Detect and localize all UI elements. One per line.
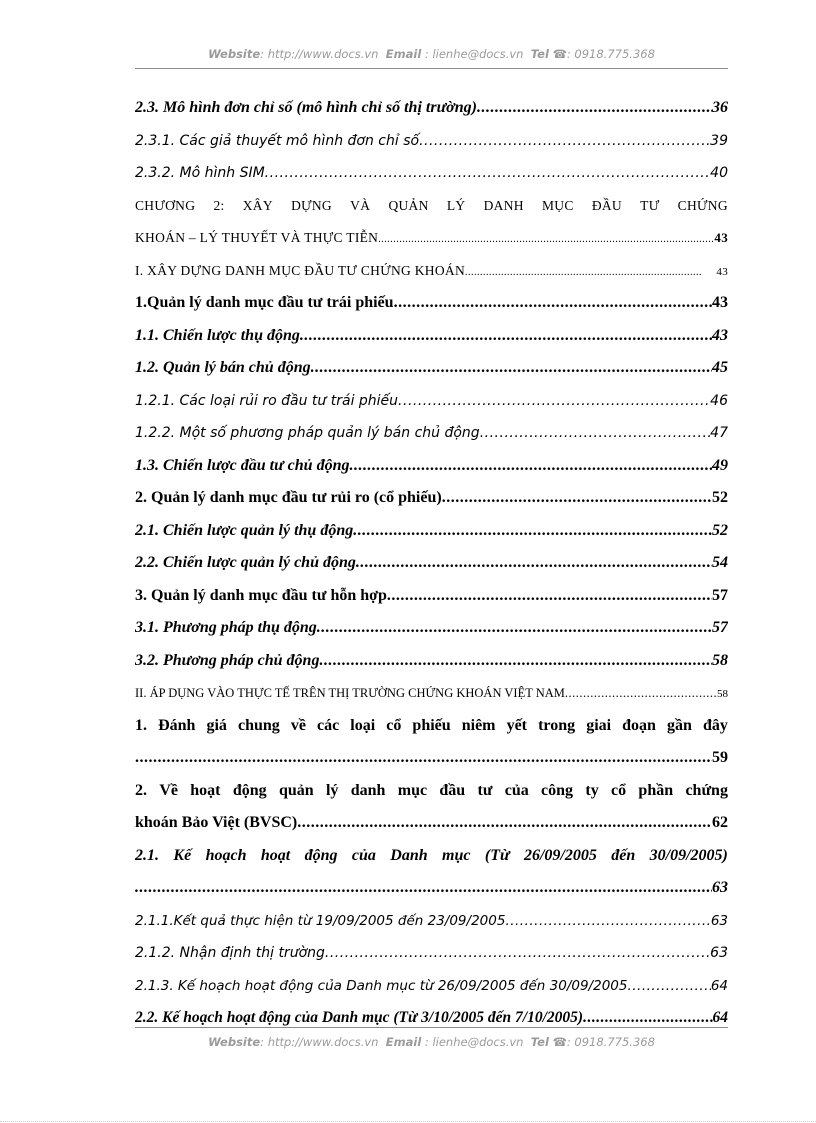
footer-website-label: Website	[208, 1035, 261, 1049]
footer-email-label: Email	[385, 1035, 422, 1049]
toc-entry-page: 43	[716, 265, 728, 278]
page-edge-divider	[0, 1121, 816, 1122]
toc-entry-title: 3.1. Phương pháp thụ động	[135, 619, 317, 636]
toc-entry[interactable]	[135, 417, 728, 450]
toc-entry[interactable]	[135, 157, 728, 190]
toc-entry[interactable]	[135, 612, 728, 645]
toc-entry[interactable]	[135, 125, 728, 158]
footer-tel-label: Tel	[530, 1035, 549, 1049]
toc-entry-title: 2.1. Chiến lược quản lý thụ động	[135, 521, 354, 539]
table-of-contents	[135, 92, 728, 1035]
toc-entry-title: 2.3.1. Các giả thuyết mô hình đơn chỉ số	[135, 132, 420, 149]
toc-entry-page: 62	[712, 813, 728, 831]
toc-entry[interactable]	[135, 482, 728, 515]
toc-entry-title: 2.1.1.Kết quả thực hiện từ 19/09/2005 đến 23/09/2005	[135, 912, 506, 929]
toc-entry-page: 39	[710, 132, 728, 149]
toc-entry-page: 45	[712, 359, 728, 376]
header-website-label: Website	[208, 47, 261, 61]
toc-entry-page: 54	[712, 554, 728, 571]
toc-entry[interactable]	[135, 710, 728, 775]
toc-entry-title: 1.2. Quản lý bán chủ động	[135, 359, 311, 376]
toc-entry[interactable]	[135, 580, 728, 613]
toc-entry[interactable]	[135, 385, 728, 418]
toc-entry[interactable]	[135, 352, 728, 385]
toc-entry-title: 2.1.2. Nhận định thị trường	[135, 945, 325, 961]
toc-entry-title-line1: 2. Về hoạt động quản lý danh mục đầu tư của công ty cổ phần chứng	[135, 781, 728, 799]
toc-entry-title-line2: khoán Bảo Việt (BVSC)	[135, 813, 298, 831]
toc-entry[interactable]	[135, 1002, 728, 1035]
toc-entry-page: 52	[712, 521, 728, 539]
footer-website-value: : http://www.docs.vn	[260, 1035, 379, 1049]
toc-entry-title: 2.1.3. Kế hoạch hoạt động của Danh mục từ 26/09/2005 đến 30/09/2005	[135, 977, 628, 994]
toc-entry-page: 49	[712, 456, 728, 474]
toc-entry[interactable]	[135, 320, 728, 353]
toc-entry[interactable]	[135, 937, 728, 970]
toc-entry-page: 57	[712, 619, 728, 636]
header-website-value: : http://www.docs.vn	[260, 47, 379, 61]
toc-entry-page: 63	[710, 945, 728, 961]
toc-entry[interactable]	[135, 840, 728, 905]
toc-entry-title: 1.1. Chiến lược thụ động	[135, 326, 300, 344]
toc-entry-page: 43	[712, 294, 728, 311]
toc-entry-title-line2: KHOÁN – LÝ THUYẾT VÀ THỰC TIỄN	[135, 229, 379, 245]
toc-entry[interactable]	[135, 775, 728, 840]
toc-entry-page: 52	[712, 489, 728, 506]
page-header	[135, 47, 728, 61]
toc-entry[interactable]	[135, 905, 728, 938]
toc-entry[interactable]	[135, 450, 728, 483]
toc-entry-title-line1: CHƯƠNG 2: XÂY DỰNG VÀ QUẢN LÝ DANH MỤC ĐẦU TƯ CHỨNG	[135, 197, 728, 213]
toc-entry-title: 2. Quản lý danh mục đầu tư rủi ro (cổ phiếu)	[135, 489, 442, 506]
toc-entry-page: 40	[710, 165, 728, 181]
toc-entry[interactable]	[135, 677, 728, 710]
toc-entry-title-line1: 2.1. Kế hoạch hoạt động của Danh mục (Từ 26/09/2005 đến 30/09/2005)	[135, 846, 728, 864]
toc-entry-title: II. ÁP DỤNG VÀO THỰC TẾ TRÊN THỊ TRƯỜNG CHỨNG KHOÁN VIỆT NAM	[135, 686, 565, 700]
header-tel-label: Tel	[530, 47, 549, 61]
toc-entry-page: 59	[712, 748, 728, 766]
toc-entry-page: 64	[712, 1009, 728, 1026]
toc-entry-page: 63	[712, 878, 728, 896]
toc-entry-page: 43	[712, 326, 728, 344]
toc-entry-page: 58	[712, 651, 728, 669]
toc-entry[interactable]	[135, 547, 728, 580]
footer-email-value: : lienhe@docs.vn	[424, 1035, 524, 1049]
toc-entry-page: 47	[710, 425, 728, 441]
toc-entry-page: 43	[714, 229, 728, 245]
header-rule	[135, 68, 728, 69]
toc-entry-page: 57	[712, 586, 728, 604]
toc-entry-title: 3. Quản lý danh mục đầu tư hỗn hợp	[135, 586, 387, 604]
phone-icon: ☎	[552, 1035, 567, 1049]
header-email-value: : lienhe@docs.vn	[424, 47, 524, 61]
footer-rule	[135, 1027, 728, 1028]
toc-entry-page: 46	[710, 392, 728, 409]
toc-entry-title: I. XÂY DỰNG DANH MỤC ĐẦU TƯ CHỨNG KHOÁN	[135, 262, 465, 278]
toc-entry-page: 63	[710, 912, 728, 929]
toc-entry-title-line1: 1. Đánh giá chung về các loại cổ phiếu niêm yết trong giai đoạn gần đây	[135, 716, 728, 734]
toc-entry[interactable]	[135, 515, 728, 548]
toc-entry-page: 58	[717, 688, 728, 700]
toc-entry[interactable]	[135, 970, 728, 1003]
toc-entry-title: 1.2.1. Các loại rủi ro đầu tư trái phiếu	[135, 392, 399, 409]
header-tel-value: : 0918.775.368	[566, 47, 655, 61]
page-footer	[135, 1035, 728, 1049]
toc-entry-title: 1.2.2. Một số phương pháp quản lý bán chủ động	[135, 425, 480, 441]
toc-entry-title: 1.Quản lý danh mục đầu tư trái phiếu	[135, 294, 394, 311]
toc-entry[interactable]	[135, 190, 728, 255]
footer-tel-value: : 0918.775.368	[566, 1035, 655, 1049]
toc-entry[interactable]	[135, 645, 728, 678]
toc-entry[interactable]	[135, 92, 728, 125]
header-email-label: Email	[385, 47, 422, 61]
toc-entry-title: 1.3. Chiến lược đầu tư chủ động	[135, 456, 350, 474]
toc-entry-title: 2.2. Kế hoạch hoạt động của Danh mục (Từ 3/10/2005 đến 7/10/2005)	[135, 1009, 584, 1026]
toc-entry[interactable]	[135, 255, 728, 288]
toc-entry-title: 3.2. Phương pháp chủ động	[135, 651, 320, 669]
toc-entry-title: 2.2. Chiến lược quản lý chủ động	[135, 554, 356, 571]
toc-entry-title: 2.3. Mô hình đơn chỉ số (mô hình chỉ số thị trường)	[135, 99, 477, 116]
toc-entry-title: 2.3.2. Mô hình SIM	[135, 165, 265, 181]
toc-entry-page: 64	[710, 977, 728, 994]
toc-entry[interactable]	[135, 287, 728, 320]
toc-entry-page: 36	[712, 99, 728, 116]
phone-icon: ☎	[552, 47, 567, 61]
